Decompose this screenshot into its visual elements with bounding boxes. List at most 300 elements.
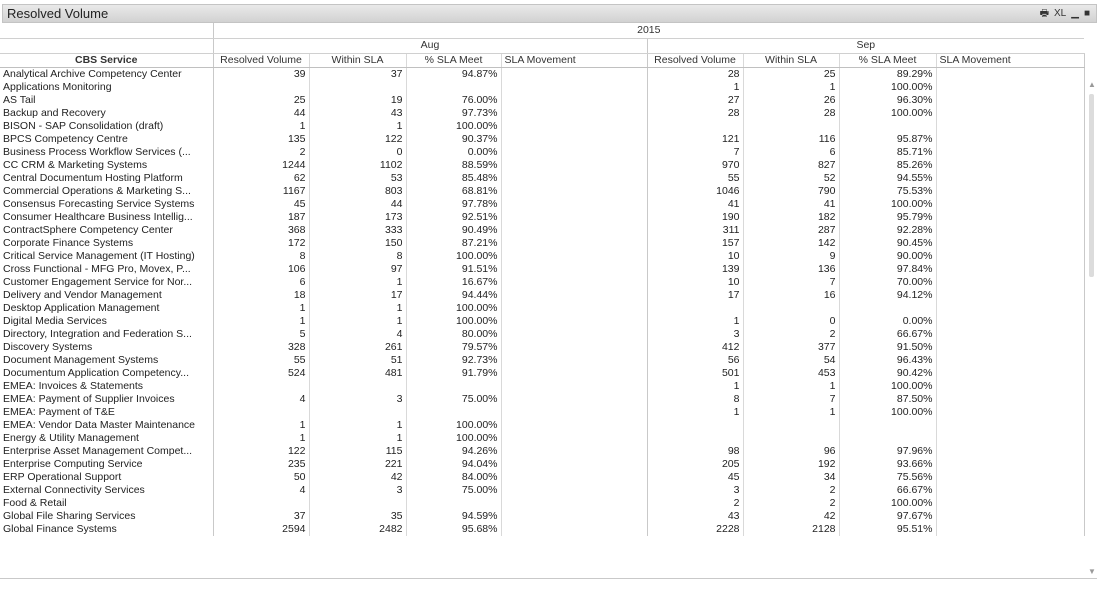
- value-cell: 100.00%: [839, 81, 936, 94]
- sla-movement-cell: [501, 445, 647, 458]
- service-name-cell[interactable]: External Connectivity Services: [0, 484, 213, 497]
- value-cell: 412: [647, 341, 743, 354]
- value-cell: 96.30%: [839, 94, 936, 107]
- value-cell: 100.00%: [839, 497, 936, 510]
- sla-movement-cell: [936, 445, 1084, 458]
- sla-movement-cell: [501, 263, 647, 276]
- value-cell: 93.66%: [839, 458, 936, 471]
- value-cell: 182: [743, 211, 839, 224]
- table-row[interactable]: [0, 172, 1084, 185]
- service-name-cell[interactable]: Directory, Integration and Federation S...: [0, 328, 213, 341]
- minimize-icon[interactable]: ▁: [1071, 8, 1079, 19]
- value-cell: [743, 419, 839, 432]
- value-cell: 1: [309, 315, 406, 328]
- sla-movement-cell: [936, 94, 1084, 107]
- value-cell: [309, 497, 406, 510]
- corner-cell: [0, 38, 213, 53]
- sla-movement-cell: [501, 94, 647, 107]
- value-cell: 135: [213, 133, 309, 146]
- value-cell: 41: [647, 198, 743, 211]
- sla-movement-cell: [936, 315, 1084, 328]
- sla-movement-cell: [501, 289, 647, 302]
- value-cell: 287: [743, 224, 839, 237]
- value-cell: 100.00%: [406, 120, 501, 133]
- value-cell: 25: [743, 67, 839, 81]
- value-cell: 37: [309, 67, 406, 81]
- title-controls: [1040, 8, 1090, 20]
- value-cell: 7: [743, 276, 839, 289]
- month-header-aug: Aug: [213, 38, 647, 53]
- sla-movement-cell: [936, 185, 1084, 198]
- value-cell: 368: [213, 224, 309, 237]
- value-cell: 70.00%: [839, 276, 936, 289]
- value-cell: 1: [309, 302, 406, 315]
- value-cell: 100.00%: [406, 432, 501, 445]
- table-row[interactable]: [0, 419, 1084, 432]
- table-row[interactable]: [0, 107, 1084, 120]
- value-cell: 115: [309, 445, 406, 458]
- service-name-cell[interactable]: Consensus Forecasting Service Systems: [0, 198, 213, 211]
- value-cell: 1: [647, 380, 743, 393]
- value-cell: 4: [213, 484, 309, 497]
- value-cell: 28: [647, 107, 743, 120]
- scrollbar-thumb[interactable]: [1089, 94, 1094, 277]
- value-cell: 52: [743, 172, 839, 185]
- service-name-cell[interactable]: BPCS Competency Centre: [0, 133, 213, 146]
- value-cell: 44: [213, 107, 309, 120]
- value-cell: 75.00%: [406, 393, 501, 406]
- value-cell: 16.67%: [406, 276, 501, 289]
- column-header-sla-movement-sep[interactable]: SLA Movement: [936, 53, 1084, 67]
- value-cell: 42: [743, 510, 839, 523]
- value-cell: 62: [213, 172, 309, 185]
- service-name-cell[interactable]: Food & Retail: [0, 497, 213, 510]
- sla-movement-cell: [936, 289, 1084, 302]
- value-cell: 91.79%: [406, 367, 501, 380]
- value-cell: 92.73%: [406, 354, 501, 367]
- sla-movement-cell: [936, 159, 1084, 172]
- value-cell: 0.00%: [406, 146, 501, 159]
- value-cell: 79.57%: [406, 341, 501, 354]
- value-cell: 172: [213, 237, 309, 250]
- value-cell: 53: [309, 172, 406, 185]
- table-row[interactable]: [0, 250, 1084, 263]
- sla-movement-cell: [501, 133, 647, 146]
- value-cell: 8: [647, 393, 743, 406]
- value-cell: 16: [743, 289, 839, 302]
- sla-movement-cell: [501, 315, 647, 328]
- value-cell: 1: [213, 432, 309, 445]
- value-cell: 150: [309, 237, 406, 250]
- table-row[interactable]: [0, 289, 1084, 302]
- service-name-cell[interactable]: BISON - SAP Consolidation (draft): [0, 120, 213, 133]
- value-cell: 95.68%: [406, 523, 501, 536]
- value-cell: [839, 302, 936, 315]
- sla-movement-cell: [936, 250, 1084, 263]
- table-row[interactable]: [0, 510, 1084, 523]
- value-cell: 85.48%: [406, 172, 501, 185]
- sla-movement-cell: [936, 211, 1084, 224]
- table-row[interactable]: [0, 81, 1084, 94]
- table-row[interactable]: [0, 146, 1084, 159]
- table-row[interactable]: [0, 328, 1084, 341]
- table-row[interactable]: [0, 445, 1084, 458]
- sla-movement-cell: [936, 133, 1084, 146]
- value-cell: 1: [309, 276, 406, 289]
- value-cell: 2228: [647, 523, 743, 536]
- table-row[interactable]: [0, 133, 1084, 146]
- value-cell: 1: [743, 380, 839, 393]
- value-cell: 173: [309, 211, 406, 224]
- value-cell: 1: [647, 315, 743, 328]
- value-cell: [406, 497, 501, 510]
- column-header--sla-meet-sep[interactable]: % SLA Meet: [839, 53, 936, 67]
- table-bottom-border: [0, 578, 1097, 579]
- value-cell: 311: [647, 224, 743, 237]
- value-cell: 18: [213, 289, 309, 302]
- value-cell: 803: [309, 185, 406, 198]
- column-header-within-sla-aug[interactable]: Within SLA: [309, 53, 406, 67]
- value-cell: [839, 432, 936, 445]
- sla-movement-cell: [936, 458, 1084, 471]
- value-cell: 92.51%: [406, 211, 501, 224]
- value-cell: 45: [213, 198, 309, 211]
- value-cell: 790: [743, 185, 839, 198]
- column-header-sla-movement-aug[interactable]: SLA Movement: [501, 53, 647, 67]
- table-row[interactable]: [0, 497, 1084, 510]
- value-cell: 41: [743, 198, 839, 211]
- service-name-cell[interactable]: Applications Monitoring: [0, 81, 213, 94]
- service-name-cell[interactable]: EMEA: Payment of T&E: [0, 406, 213, 419]
- value-cell: 377: [743, 341, 839, 354]
- service-name-cell[interactable]: Document Management Systems: [0, 354, 213, 367]
- sla-movement-cell: [936, 224, 1084, 237]
- table-row[interactable]: [0, 224, 1084, 237]
- value-cell: 97.96%: [839, 445, 936, 458]
- sla-movement-cell: [936, 263, 1084, 276]
- table-row[interactable]: [0, 523, 1084, 536]
- table-row[interactable]: [0, 484, 1084, 497]
- value-cell: 7: [743, 393, 839, 406]
- table-row[interactable]: [0, 315, 1084, 328]
- sla-movement-cell: [936, 393, 1084, 406]
- table-row[interactable]: [0, 276, 1084, 289]
- sla-movement-cell: [936, 146, 1084, 159]
- value-cell: 1: [309, 432, 406, 445]
- scroll-up-icon[interactable]: ▲: [1088, 80, 1096, 89]
- value-cell: 39: [213, 67, 309, 81]
- sla-movement-cell: [936, 419, 1084, 432]
- value-cell: 1167: [213, 185, 309, 198]
- value-cell: 17: [309, 289, 406, 302]
- value-cell: [647, 120, 743, 133]
- table-row[interactable]: [0, 211, 1084, 224]
- service-name-cell[interactable]: Analytical Archive Competency Center: [0, 67, 213, 81]
- value-cell: 45: [647, 471, 743, 484]
- value-cell: 94.26%: [406, 445, 501, 458]
- value-cell: [839, 120, 936, 133]
- value-cell: 100.00%: [839, 107, 936, 120]
- value-cell: 122: [213, 445, 309, 458]
- sla-movement-cell: [501, 471, 647, 484]
- value-cell: [406, 406, 501, 419]
- sla-movement-cell: [936, 523, 1084, 536]
- value-cell: 1: [743, 81, 839, 94]
- service-name-cell[interactable]: ContractSphere Competency Center: [0, 224, 213, 237]
- service-name-cell[interactable]: EMEA: Invoices & Statements: [0, 380, 213, 393]
- month-header-sep: Sep: [647, 38, 1084, 53]
- value-cell: 1: [647, 81, 743, 94]
- value-cell: 1244: [213, 159, 309, 172]
- value-cell: 100.00%: [839, 198, 936, 211]
- table-row[interactable]: [0, 302, 1084, 315]
- value-cell: 28: [743, 107, 839, 120]
- table-row[interactable]: [0, 185, 1084, 198]
- value-cell: 2: [213, 146, 309, 159]
- sla-movement-cell: [501, 211, 647, 224]
- service-name-cell[interactable]: Enterprise Computing Service: [0, 458, 213, 471]
- value-cell: 91.50%: [839, 341, 936, 354]
- sla-movement-cell: [936, 367, 1084, 380]
- value-cell: [839, 419, 936, 432]
- value-cell: 3: [309, 393, 406, 406]
- service-name-cell[interactable]: Global File Sharing Services: [0, 510, 213, 523]
- print-icon[interactable]: 🖶: [1039, 8, 1050, 19]
- service-name-cell[interactable]: Digital Media Services: [0, 315, 213, 328]
- service-name-cell[interactable]: Documentum Application Competency...: [0, 367, 213, 380]
- vertical-scrollbar[interactable]: [1087, 80, 1097, 577]
- sla-movement-cell: [936, 341, 1084, 354]
- sla-movement-cell: [936, 497, 1084, 510]
- service-name-cell[interactable]: Enterprise Asset Management Compet...: [0, 445, 213, 458]
- service-name-cell[interactable]: Discovery Systems: [0, 341, 213, 354]
- table-row[interactable]: [0, 341, 1084, 354]
- sla-movement-cell: [936, 354, 1084, 367]
- window-title: Resolved Volume: [7, 6, 109, 21]
- value-cell: 1: [309, 419, 406, 432]
- value-cell: 1: [213, 302, 309, 315]
- service-name-cell[interactable]: EMEA: Vendor Data Master Maintenance: [0, 419, 213, 432]
- table-row[interactable]: [0, 198, 1084, 211]
- value-cell: 94.04%: [406, 458, 501, 471]
- value-cell: [743, 432, 839, 445]
- value-cell: 94.55%: [839, 172, 936, 185]
- value-cell: 97.67%: [839, 510, 936, 523]
- value-cell: 1102: [309, 159, 406, 172]
- service-name-cell[interactable]: Energy & Utility Management: [0, 432, 213, 445]
- service-name-cell[interactable]: Critical Service Management (IT Hosting): [0, 250, 213, 263]
- value-cell: 3: [309, 484, 406, 497]
- column-header--sla-meet-aug[interactable]: % SLA Meet: [406, 53, 501, 67]
- table-row[interactable]: [0, 263, 1084, 276]
- value-cell: 51: [309, 354, 406, 367]
- sla-movement-cell: [936, 172, 1084, 185]
- sla-movement-cell: [501, 354, 647, 367]
- table-row[interactable]: [0, 380, 1084, 393]
- value-cell: [213, 81, 309, 94]
- value-cell: 85.26%: [839, 159, 936, 172]
- table-row[interactable]: [0, 432, 1084, 445]
- value-cell: 56: [647, 354, 743, 367]
- value-cell: 19: [309, 94, 406, 107]
- service-name-cell[interactable]: Cross Functional - MFG Pro, Movex, P...: [0, 263, 213, 276]
- value-cell: 2594: [213, 523, 309, 536]
- table-row[interactable]: [0, 120, 1084, 133]
- value-cell: [309, 380, 406, 393]
- table-row[interactable]: [0, 159, 1084, 172]
- value-cell: 94.87%: [406, 67, 501, 81]
- value-cell: 94.59%: [406, 510, 501, 523]
- value-cell: 2128: [743, 523, 839, 536]
- value-cell: 0.00%: [839, 315, 936, 328]
- column-header-cbs-service[interactable]: CBS Service: [0, 53, 213, 67]
- sla-movement-cell: [501, 484, 647, 497]
- service-name-cell[interactable]: Global Finance Systems: [0, 523, 213, 536]
- service-name-cell[interactable]: Customer Engagement Service for Nor...: [0, 276, 213, 289]
- export-excel-icon[interactable]: XL: [1054, 8, 1067, 19]
- column-header-resolved-volume-sep[interactable]: Resolved Volume: [647, 53, 743, 67]
- table-row[interactable]: [0, 367, 1084, 380]
- value-cell: [213, 406, 309, 419]
- value-cell: 96.43%: [839, 354, 936, 367]
- value-cell: 106: [213, 263, 309, 276]
- value-cell: 25: [213, 94, 309, 107]
- service-name-cell[interactable]: ERP Operational Support: [0, 471, 213, 484]
- service-name-cell[interactable]: Delivery and Vendor Management: [0, 289, 213, 302]
- value-cell: 4: [213, 393, 309, 406]
- value-cell: 100.00%: [839, 380, 936, 393]
- service-name-cell[interactable]: Consumer Healthcare Business Intellig...: [0, 211, 213, 224]
- value-cell: 35: [309, 510, 406, 523]
- value-cell: 34: [743, 471, 839, 484]
- value-cell: 90.37%: [406, 133, 501, 146]
- service-name-cell[interactable]: Backup and Recovery: [0, 107, 213, 120]
- service-name-cell[interactable]: AS Tail: [0, 94, 213, 107]
- value-cell: [647, 419, 743, 432]
- value-cell: 136: [743, 263, 839, 276]
- service-name-cell[interactable]: Central Documentum Hosting Platform: [0, 172, 213, 185]
- value-cell: 27: [647, 94, 743, 107]
- value-cell: 524: [213, 367, 309, 380]
- column-header-within-sla-sep[interactable]: Within SLA: [743, 53, 839, 67]
- value-cell: 75.53%: [839, 185, 936, 198]
- value-cell: 190: [647, 211, 743, 224]
- value-cell: 501: [647, 367, 743, 380]
- sla-movement-cell: [936, 471, 1084, 484]
- value-cell: 481: [309, 367, 406, 380]
- service-name-cell[interactable]: Commercial Operations & Marketing S...: [0, 185, 213, 198]
- service-name-cell[interactable]: Business Process Workflow Services (...: [0, 146, 213, 159]
- value-cell: 100.00%: [406, 419, 501, 432]
- sla-movement-cell: [501, 198, 647, 211]
- sla-movement-cell: [501, 120, 647, 133]
- value-cell: [213, 380, 309, 393]
- value-cell: 89.29%: [839, 67, 936, 81]
- service-name-cell[interactable]: EMEA: Payment of Supplier Invoices: [0, 393, 213, 406]
- column-header-resolved-volume-aug[interactable]: Resolved Volume: [213, 53, 309, 67]
- sla-movement-cell: [936, 484, 1084, 497]
- value-cell: 55: [647, 172, 743, 185]
- table-row[interactable]: [0, 237, 1084, 250]
- value-cell: 95.51%: [839, 523, 936, 536]
- sla-movement-cell: [936, 81, 1084, 94]
- pivot-table: [0, 23, 1089, 578]
- sla-movement-cell: [501, 497, 647, 510]
- value-cell: 122: [309, 133, 406, 146]
- value-cell: 1: [309, 120, 406, 133]
- value-cell: 8: [213, 250, 309, 263]
- value-cell: 80.00%: [406, 328, 501, 341]
- value-cell: 1: [213, 315, 309, 328]
- sla-movement-cell: [936, 107, 1084, 120]
- value-cell: 157: [647, 237, 743, 250]
- value-cell: 2: [743, 484, 839, 497]
- scroll-down-icon[interactable]: ▼: [1088, 567, 1096, 576]
- table-row[interactable]: [0, 67, 1084, 81]
- value-cell: 187: [213, 211, 309, 224]
- sla-movement-cell: [936, 198, 1084, 211]
- value-cell: 94.12%: [839, 289, 936, 302]
- value-cell: 43: [309, 107, 406, 120]
- value-cell: 205: [647, 458, 743, 471]
- table-row[interactable]: [0, 94, 1084, 107]
- sla-movement-cell: [936, 406, 1084, 419]
- value-cell: 453: [743, 367, 839, 380]
- value-cell: 9: [743, 250, 839, 263]
- value-cell: 97: [309, 263, 406, 276]
- value-cell: 6: [743, 146, 839, 159]
- sla-movement-cell: [501, 172, 647, 185]
- value-cell: 8: [309, 250, 406, 263]
- value-cell: 1046: [647, 185, 743, 198]
- sla-movement-cell: [936, 302, 1084, 315]
- value-cell: 90.00%: [839, 250, 936, 263]
- value-cell: [743, 120, 839, 133]
- value-cell: [213, 497, 309, 510]
- table-row[interactable]: [0, 406, 1084, 419]
- value-cell: 87.50%: [839, 393, 936, 406]
- table-row[interactable]: [0, 458, 1084, 471]
- maximize-icon[interactable]: ■: [1083, 8, 1090, 19]
- value-cell: 90.42%: [839, 367, 936, 380]
- sla-movement-cell: [936, 380, 1084, 393]
- service-name-cell[interactable]: CC CRM & Marketing Systems: [0, 159, 213, 172]
- value-cell: 1: [647, 406, 743, 419]
- service-name-cell[interactable]: Corporate Finance Systems: [0, 237, 213, 250]
- table-row[interactable]: [0, 354, 1084, 367]
- sla-movement-cell: [501, 224, 647, 237]
- service-name-cell[interactable]: Desktop Application Management: [0, 302, 213, 315]
- table-row[interactable]: [0, 471, 1084, 484]
- sla-movement-cell: [501, 406, 647, 419]
- sla-movement-cell: [501, 432, 647, 445]
- value-cell: 6: [213, 276, 309, 289]
- value-cell: 95.79%: [839, 211, 936, 224]
- value-cell: 96: [743, 445, 839, 458]
- value-cell: 100.00%: [406, 315, 501, 328]
- window-title-bar: [2, 4, 1097, 23]
- value-cell: 88.59%: [406, 159, 501, 172]
- value-cell: 7: [647, 146, 743, 159]
- sla-movement-cell: [936, 510, 1084, 523]
- sla-movement-cell: [936, 328, 1084, 341]
- value-cell: 100.00%: [406, 250, 501, 263]
- value-cell: [309, 406, 406, 419]
- value-cell: 94.44%: [406, 289, 501, 302]
- value-cell: 28: [647, 67, 743, 81]
- table-row[interactable]: [0, 393, 1084, 406]
- sla-movement-cell: [936, 432, 1084, 445]
